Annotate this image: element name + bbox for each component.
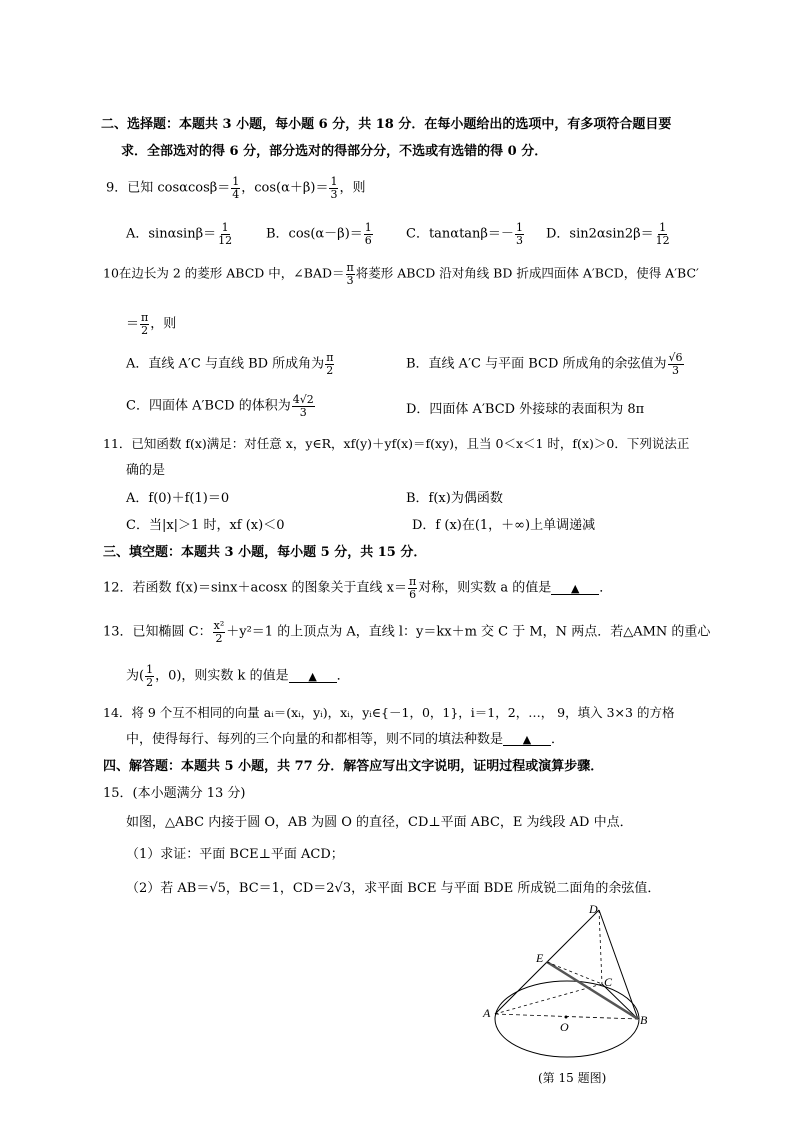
q13-answer-blank[interactable]: ▲: [289, 671, 337, 683]
q10-option-c: C．四面体 A′BCD 的体积为 $\frac{4√2}{3}$: [126, 393, 314, 419]
center-point-o: [565, 1016, 568, 1019]
q11-stem-line2: 确的是: [126, 463, 166, 478]
q13-stem-line2: 为( $\frac{1}{2}$ ，0)，则实数 k 的值是 ▲ ．: [126, 663, 350, 689]
q9-option-b: B．cos(α－β)＝ $\frac{1}{6}$: [266, 221, 372, 247]
q14-stem-line2: 中，使得每行、每列的三个向量的和都相等，则不同的填法种数是 ▲ ．: [126, 732, 565, 747]
q14-answer-blank[interactable]: ▲: [503, 734, 551, 746]
q15-figure: [480, 900, 650, 1060]
q12-stem: 12．若函数 f(x)＝sinx＋acosx 的图象关于直线 x＝ $\frac{\pi}{6}$ 对称，则实数 a 的值是 ▲ ．: [103, 575, 613, 601]
q11-option-b: B．f(x)为偶函数: [406, 491, 503, 506]
segment-dc: [599, 910, 602, 984]
q11-stem-line1: 11．已知函数 f(x)满足：对任意 x，y∈R，xf(y)＋yf(x)＝f(xy)，且当 0＜x＜1 时，f(x)＞0．下列说法正: [103, 436, 690, 451]
q9-stem: 9．已知 cosαcosβ＝ $\frac{1}{4}$ ，cos(α＋β)＝ $\frac{1}{3}$ ，则: [106, 175, 366, 201]
label-b: B: [640, 1013, 648, 1027]
segment-cb: [602, 984, 638, 1019]
q9-option-c: C．tanαtanβ＝－ $\frac{1}{3}$: [406, 221, 523, 247]
q10-option-d: D．四面体 A′BCD 外接球的表面积为 8π: [406, 402, 645, 417]
q13-stem: 13．已知椭圆 C： $\frac{\text{x²}}{2}$ ＋y²＝1 的上顶点为 A，直线 l：y＝kx＋m 交 C 于 M，N 两点．若△AMN 的重心: [103, 619, 711, 645]
label-c: C: [604, 975, 613, 989]
q9-option-d: D．sin2αsin2β＝ $\frac{1}{12}$: [546, 221, 670, 247]
q10-option-b: B．直线 A′C 与平面 BCD 所成角的余弦值为 $\frac{√6}{3}$: [406, 351, 683, 377]
q15-title: 15．(本小题满分 13 分): [103, 786, 246, 801]
q14-stem-line1: 14．将 9 个互不相同的向量 aᵢ＝(xᵢ，yᵢ)，xᵢ，yᵢ∈{－1，0，1}，i＝1，2，…， 9，填入 3×3 的方格: [103, 705, 675, 720]
label-o: O: [560, 1020, 569, 1034]
segment-ac: [495, 984, 602, 1014]
section2-line2: 求．全部选对的得 6 分，部分选对的得部分分，不选或有选错的得 0 分．: [121, 144, 548, 159]
q15-part1: （1）求证：平面 BCE⊥平面 ACD；: [126, 847, 344, 862]
segment-eb: [547, 962, 638, 1019]
q15-part2: （2）若 AB＝√5，BC＝1，CD＝2√3，求平面 BCE 与平面 BDE 所成锐二面角的余弦值．: [126, 881, 661, 896]
q11-option-a: A．f(0)＋f(1)＝0: [126, 491, 230, 506]
q15-figure-caption: (第 15 题图): [538, 1071, 607, 1085]
q11-option-d: D．f (x)在(1，＋∞)上单调递减: [412, 518, 596, 533]
label-a: A: [483, 1006, 491, 1020]
q11-option-c: C．当|x|＞1 时，xf (x)＜0: [126, 518, 285, 533]
q12-answer-blank[interactable]: ▲: [551, 583, 599, 595]
segment-db: [599, 910, 638, 1019]
q9-option-a: A．sinαsinβ＝ $\frac{1}{12}$: [126, 221, 233, 247]
section3-header: 三、填空题：本题共 3 小题，每小题 5 分，共 15 分．: [103, 545, 427, 560]
label-e: E: [536, 951, 544, 965]
q10-option-a: A．直线 A′C 与直线 BD 所成角为 $\frac{\pi}{2}$: [126, 351, 334, 377]
section2-line1: 二、选择题：本题共 3 小题，每小题 6 分，共 18 分．在每小题给出的选项中，有多项符合题目要: [101, 117, 672, 132]
q10-stem-line2: ＝ $\frac{\pi}{2}$ ，则: [126, 311, 177, 337]
label-d: D: [589, 902, 598, 916]
section4-header: 四、解答题：本题共 5 小题，共 77 分．解答应写出文字说明，证明过程或演算步骤．: [103, 759, 604, 774]
q10-stem: 10在边长为 2 的菱形 ABCD 中，∠BAD＝ $\frac{\pi}{3}$ 将菱形 ABCD 沿对角线 BD 折成四面体 A′BCD，使得 A′BC′: [103, 261, 699, 287]
q15-stem: 如图，△ABC 内接于圆 O，AB 为圆 O 的直径，CD⊥平面 ABC，E 为线段 AD 中点．: [126, 815, 633, 830]
